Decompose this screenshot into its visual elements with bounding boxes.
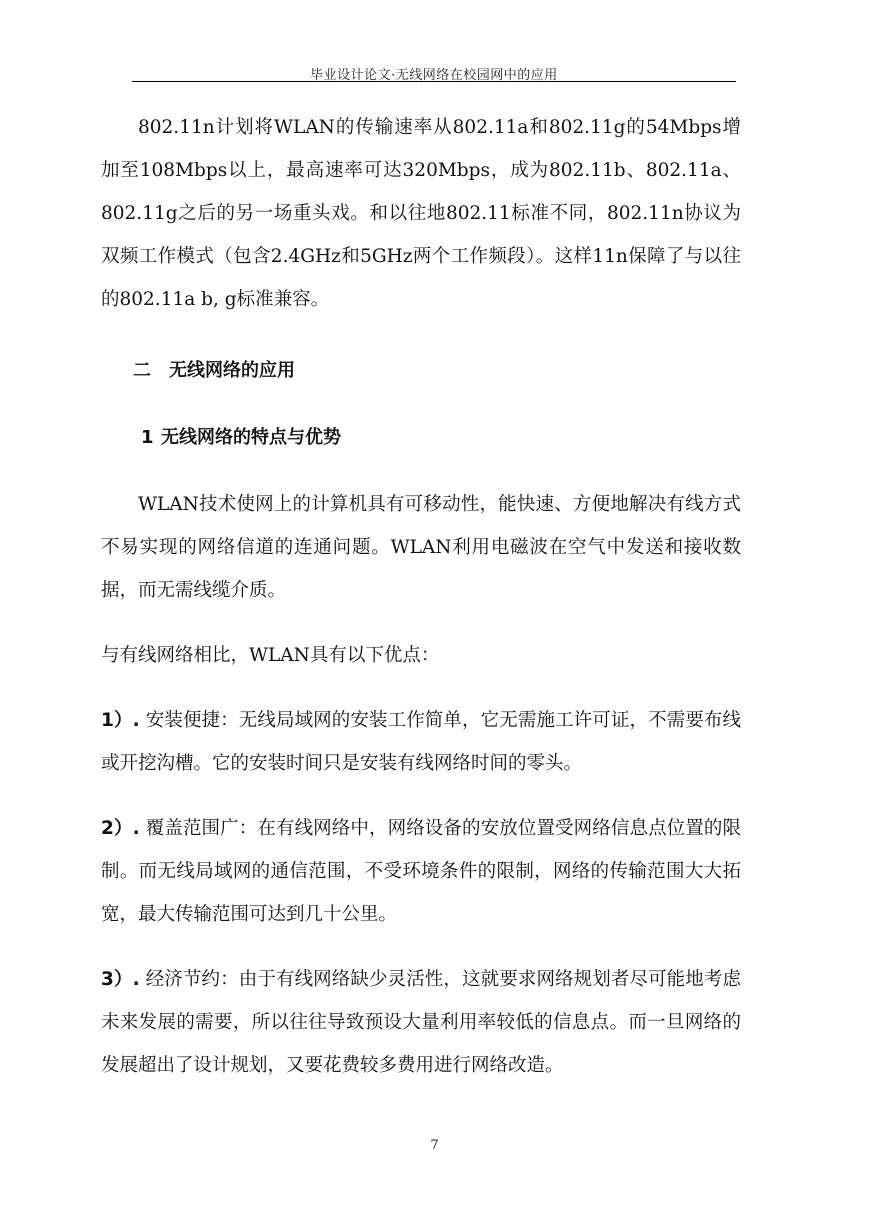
advantage-text: 覆盖范围广：在有线网络中，网络设备的安放位置受网络信息点位置的限制。而无线局域网的通信范围，不受环境条件的限制，网络的传输范围大大拓宽，最大传输范围可达到几十公里。 <box>101 818 741 925</box>
advantage-number: 2）. <box>101 818 140 839</box>
advantage-number: 1）. <box>101 710 140 731</box>
advantages-intro: 与有线网络相比，WLAN具有以下优点： <box>101 645 440 666</box>
subsection-heading <box>101 416 741 459</box>
advantage-text: 安装便捷：无线局域网的安装工作简单，它无需施工许可证，不需要布线或开挖沟槽。它的安装时间只是安装有线网络时间的零头。 <box>101 710 741 774</box>
advantage-item-3 <box>101 958 741 1087</box>
header-rule <box>132 81 736 82</box>
section-heading <box>101 349 741 392</box>
page-number: 7 <box>430 1138 439 1153</box>
advantage-text: 经济节约：由于有线网络缺少灵活性，这就要求网络规划者尽可能地考虑未来发展的需要，所以往往导致预设大量利用率较低的信息点。而一旦网络的发展超出了设计规划，又要花费较多费用进行网络改造。 <box>101 969 741 1076</box>
section-title: 无线网络的应用 <box>169 360 295 381</box>
running-header: 毕业设计论文·无线网络在校园网中的应用 <box>310 68 558 83</box>
advantage-item-1 <box>101 699 741 785</box>
section-number: 二 <box>133 360 151 381</box>
wlan-paragraph: WLAN技术使网上的计算机具有可移动性，能快速、方便地解决有线方式不易实现的网络信道的连通问题。WLAN利用电磁波在空气中发送和接收数据，而无需线缆介质。 <box>101 494 741 601</box>
subsection-title: 无线网络的特点与优势 <box>161 427 341 448</box>
advantage-item-2 <box>101 807 741 936</box>
page-body <box>101 106 741 1087</box>
advantage-number: 3）. <box>101 969 140 990</box>
intro-paragraph: 802.11n计划将WLAN的传输速率从802.11a和802.11g的54Mbps增加至108Mbps以上，最高速率可达320Mbps，成为802.11b、802.11a、802.11g之后的另一场重头戏。和以往地802.11标准不同，802.11n协议为双频工作模式（包含2.4GHz和5GHz两个工作频段）。这样11n保障了与以往的802.11a b, g标准兼容。 <box>101 117 741 310</box>
subsection-number: 1 <box>141 427 154 448</box>
